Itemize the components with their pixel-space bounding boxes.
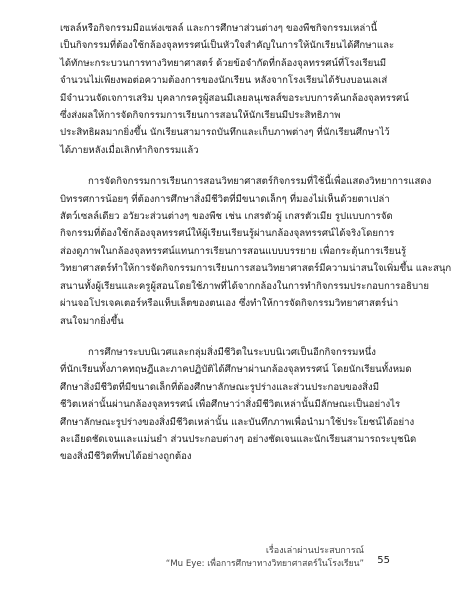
- paragraph-line: ส่องดูภาพในกล้องจุลทรรศน์แทนการเรียนการสอนแบบบรรยาย เพื่อกระตุ้นการเรียนรู้: [60, 245, 407, 257]
- paragraph-line: ละเอียดชัดเจนและแม่นยำ ส่วนประกอบต่างๆ อย่างชัดเจนและนักเรียนสามารถระบุชนิด: [60, 433, 417, 445]
- paragraph-2: [60, 173, 451, 330]
- paragraph-line: เป็นกิจกรรมที่ต้องใช้กล้องจุลทรรศน์เป็นหัวใจสำคัญในการให้นักเรียนได้ศึกษาและ: [60, 40, 395, 52]
- page-footer: [90, 545, 390, 575]
- paragraph-line: วิทยาศาสตร์ทำให้การจัดกิจกรรมการเรียนการสอนวิทยาศาสตร์มีความน่าสนใจเพิ่มขึ้น และสนุก: [60, 263, 451, 275]
- paragraph-line: ซึ่งส่งผลให้การจัดกิจกรรมการเรียนการสอนให้นักเรียนมีประสิทธิภาพ: [60, 110, 341, 122]
- paragraph-line: การจัดกิจกรรมการเรียนการสอนวิทยาศาสตร์กิจกรรมที่ใช้นี้เพื่อแสดงวิทยาการแสดง: [88, 176, 432, 188]
- footer-book-title: “Mu Eye: เพื่อการศึกษาทางวิทยาศาสตร์ในโรงเรียน”: [165, 559, 364, 569]
- paragraph-line: สนใจมากยิ่งขึ้น: [60, 315, 124, 327]
- paragraph-line: จำนวนไม่เพียงพอต่อความต้องการของนักเรียน หลังจากโรงเรียนได้รับงบอนเลเส่: [60, 75, 388, 87]
- paragraph-line: เซลล์หรือกิจกรรมมือแห่งเซลล์ และการศึกษาส่วนต่างๆ ของพืชกิจกรรมเหล่านี้: [60, 23, 378, 34]
- paragraph-line: มีจำนวนจัดเจการเสริม บุคลากรครูผู้สอนมีเลยลนุเซลส์ขอระบบการค้นกล้องจุลทรรศน์: [60, 92, 409, 104]
- paragraph-line: ที่นักเรียนทั้งภาคทฤษฎีและภาคปฏิบัติได้ศึกษาผ่านกล้องจุลทรรศน์ โดยนักเรียนทั้งหมด: [60, 364, 412, 376]
- paragraph-line: ได้ภายหลังเมื่อเลิกทำกิจกรรมแล้ว: [60, 144, 199, 156]
- paragraph-line: ของสิ่งมีชีวิตที่พบได้อย่างถูกต้อง: [60, 451, 192, 463]
- paragraph-line: ศึกษาลักษณะรูปร่างของสิ่งมีชีวิตเหล่านั้น และบันทึกภาพเพื่อนำมาใช้ประโยชน์ได้อย่าง: [60, 416, 415, 428]
- paragraph-line: ผ่านจอโปรเจคเตอร์หรือแท็บเล็ตของตนเอง ซึ่งทำให้การจัดกิจกรรมวิทยาศาสตร์น่า: [60, 298, 399, 310]
- paragraph-line: สัตว์เซลล์เดียว อวัยวะส่วนต่างๆ ของพืช เช่น เกสรตัวผู้ เกสรตัวเมีย รูปแบบการจัด: [60, 211, 393, 223]
- footer-series-title: เรื่องเล่าผ่านประสบการณ์: [265, 546, 364, 556]
- paragraph-line: กิจกรรมที่ต้องใช้กล้องจุลทรรศน์ให้ผู้เรียนเรียนรู้ผ่านกล้องจุลทรรศน์ได้จริงโดยการ: [60, 228, 395, 240]
- paragraph-1: [60, 20, 409, 159]
- paragraph-line: ประสิทธิผลมากยิ่งขึ้น นักเรียนสามารถบันทึกและเก็บภาพต่างๆ ที่นักเรียนศึกษาไว้: [60, 127, 390, 139]
- paragraph-line: ได้ทักษะกระบวนการทางวิทยาศาสตร์ ด้วยข้อจำกัดที่กล้องจุลทรรศน์ที่โรงเรียนมี: [60, 57, 387, 69]
- page-number: 55: [377, 555, 390, 566]
- paragraph-line: สนานทั้งผู้เรียนและครูผู้สอนโดยใช้ภาพที่ได้จากกล้องในการทำกิจกรรมประกอบการอธิบาย: [60, 280, 430, 292]
- paragraph-line: ชีวิตเหล่านั้นผ่านกล้องจุลทรรศน์ เพื่อศึกษาว่าสิ่งมีชีวิตเหล่านั้นมีลักษณะเป็นอย่างไร: [60, 399, 401, 411]
- paragraph-line: การศึกษาระบบนิเวศและกลุ่มสิ่งมีชีวิตในระบบนิเวศเป็นอีกกิจกรรมหนึ่ง: [88, 346, 376, 358]
- paragraph-line: บิทรรศการน้อยๆ ที่ต้องการศึกษาสิ่งมีชีวิตที่มีขนาดเล็กๆ ที่มองไม่เห็นด้วยตาเปล่า: [60, 193, 390, 205]
- paragraph-3: [60, 344, 417, 466]
- paragraph-line: ศึกษาสิ่งมีชีวิตที่มีขนาดเล็กที่ต้องศึกษาลักษณะรูปร่างและส่วนประกอบของสิ่งมี: [60, 381, 380, 393]
- body-text: [60, 20, 451, 480]
